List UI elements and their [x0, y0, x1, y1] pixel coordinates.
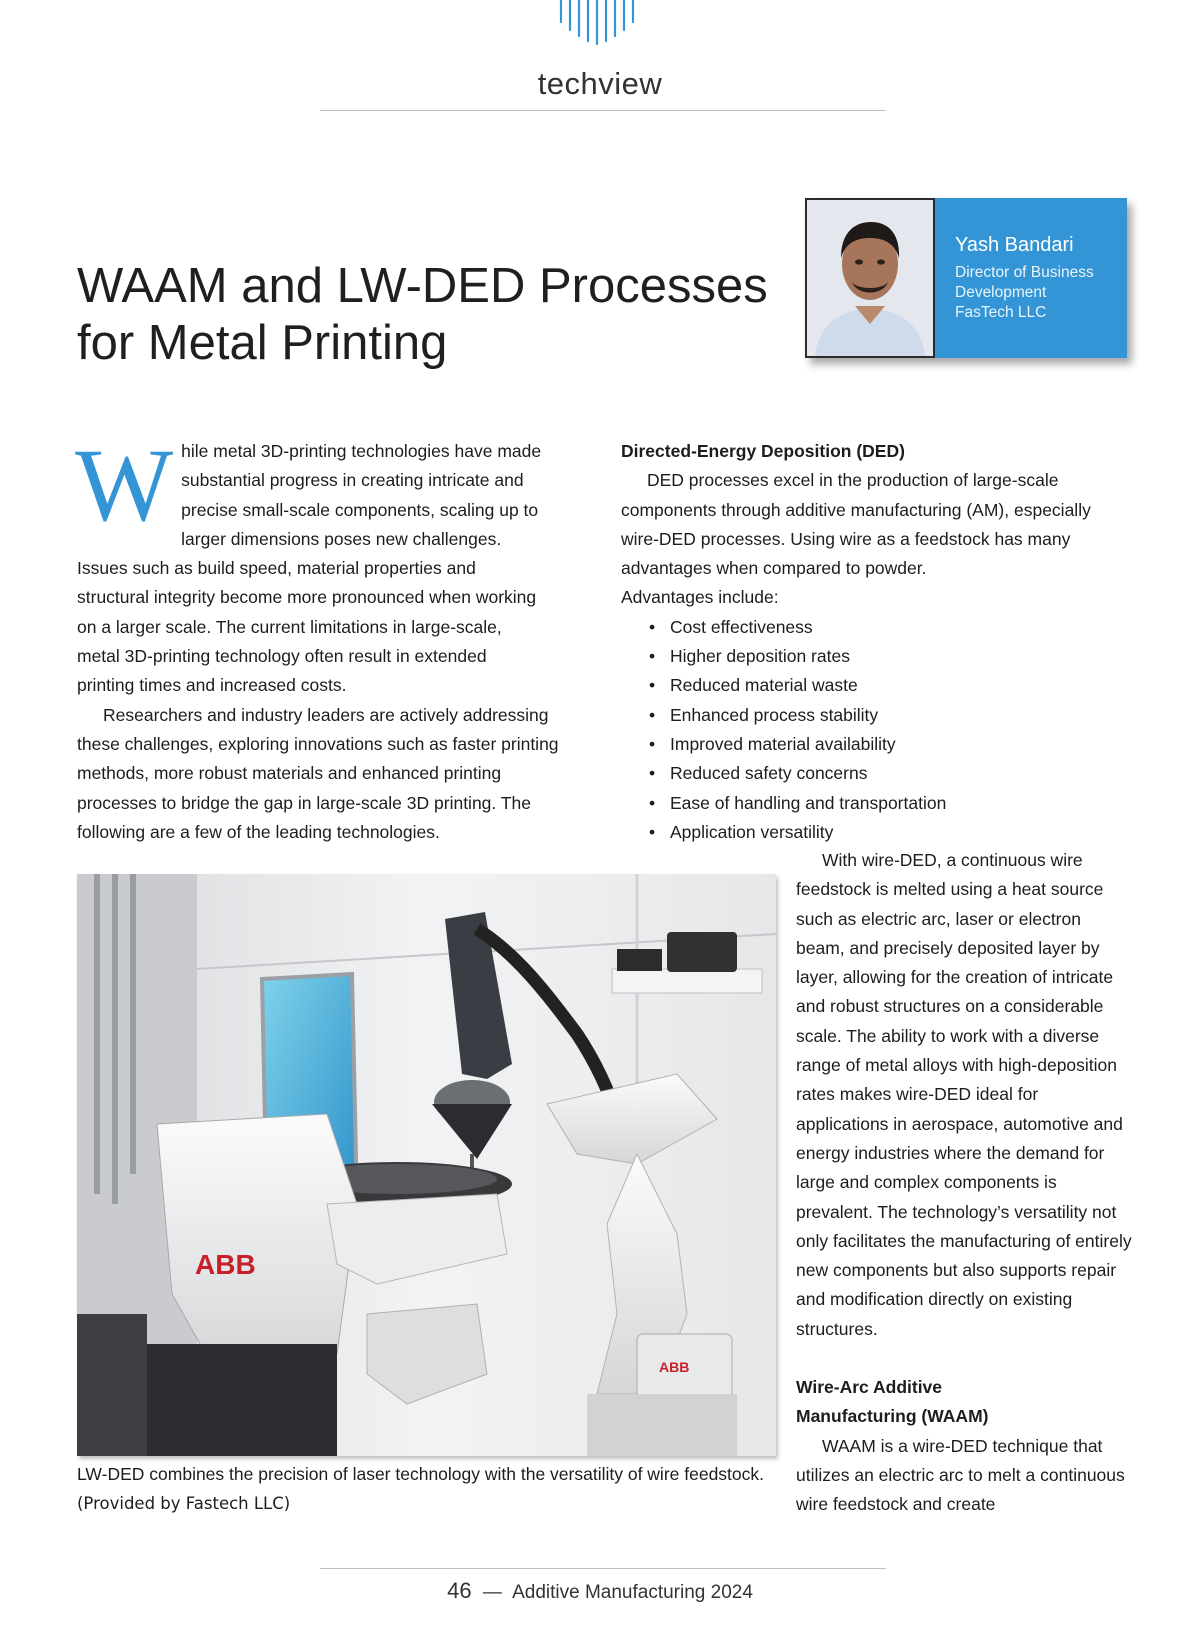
article-title: [77, 258, 797, 372]
robot-cell-illustration: [77, 874, 776, 1456]
waam-paragraph-1: WAAM is a wire-DED technique that utilizes an electric arc to melt a continuous wire feedstock and create: [796, 1435, 1125, 1515]
ded-heading: Directed-Energy Deposition (DED): [621, 441, 905, 461]
list-item: • Application versatility: [670, 818, 1131, 847]
author-name: Yash Bandari: [955, 234, 1074, 256]
title-line-2: for Metal Printing: [77, 316, 448, 370]
ded-paragraph-1: DED processes excel in the production of large-scale components through additive manufacturing (AM), especially wire-DED processes. Using wire as a feedstock has many advantages when compared to powder.: [621, 470, 1091, 579]
author-role-line-1: Director of Business: [955, 264, 1094, 281]
author-card: [805, 198, 1127, 358]
robot-cell-photo: [77, 874, 776, 1456]
author-photo: [805, 198, 935, 358]
photo-caption: [77, 1460, 777, 1519]
publication-name: Additive Manufacturing 2024: [512, 1582, 753, 1603]
title-line-1: WAAM and LW-DED Processes: [77, 259, 768, 313]
caption-text: LW-DED combines the precision of laser technology with the versatility of wire feedstock.: [77, 1464, 765, 1484]
footer-separator: —: [482, 1582, 502, 1603]
advantages-intro: Advantages include:: [621, 587, 779, 608]
spacer: [796, 1344, 1132, 1373]
author-portrait-image: [807, 200, 933, 356]
left-column: [75, 428, 580, 847]
intro-paragraph-2: Researchers and industry leaders are actively addressing these challenges, exploring innovations such as faster printing methods, more robust materials and enhanced printing processes to bridge the gap in large-scale 3D printing. The following are a few of the leading technologies.: [77, 704, 559, 842]
list-item: • Cost effectiveness: [670, 613, 1131, 642]
advantages-list: [621, 613, 1131, 847]
header-divider: [320, 110, 886, 111]
list-item: • Reduced safety concerns: [670, 759, 1131, 788]
robot-logo-main: ABB: [195, 1249, 256, 1280]
page-footer: [0, 1578, 1200, 1604]
right-column: [621, 437, 1131, 847]
author-role-line-2: Development: [955, 284, 1047, 301]
drop-cap: W: [75, 428, 174, 543]
robot-logo-secondary: ABB: [659, 1359, 690, 1375]
section-label: techview: [537, 66, 663, 101]
author-company: FasTech LLC: [955, 304, 1047, 321]
list-item: • Improved material availability: [670, 730, 1131, 759]
list-item: • Ease of handling and transportation: [670, 789, 1131, 818]
footer-divider: [320, 1568, 886, 1569]
page-number: 46: [447, 1578, 472, 1603]
ded-paragraph-2: With wire-DED, a continuous wire feedstock is melted using a heat source such as electric arc, laser or electron beam, and precisely deposited layer by layer, allowing for the creation of intricate and robust structures on a considerable scale. The ability to work with a diverse range of metal alloys with high-deposition rates makes wire-DED ideal for applications in aerospace, automotive and energy industries where the demand for large and complex components is prevalent. The technology’s versatility not only facilitates the manufacturing of entirely new components but also supports repair and modification directly on existing structures.: [796, 850, 1132, 1339]
intro-paragraph-1: hile metal 3D-printing technologies have made substantial progress in creating intricate and precise small-scale components, scaling up to larger dimensions poses new challenges. Issues such as build speed, material properties and structural integrity become more pronounced when working on a larger scale. The current limitations in large-scale, metal 3D-printing technology often result in extended printing times and increased costs.: [77, 441, 542, 696]
header-ornament: [555, 0, 645, 46]
waam-heading-line-2: Manufacturing (WAAM): [796, 1406, 989, 1427]
author-info: [955, 234, 1125, 323]
list-item: • Reduced material waste: [670, 671, 1131, 700]
caption-credit: (Provided by Fastech LLC): [77, 1494, 291, 1514]
list-item: • Higher deposition rates: [670, 642, 1131, 671]
waam-heading-line-1: Wire-Arc Additive: [796, 1377, 943, 1398]
right-column-lower: [796, 846, 1132, 1520]
list-item: • Enhanced process stability: [670, 701, 1131, 730]
